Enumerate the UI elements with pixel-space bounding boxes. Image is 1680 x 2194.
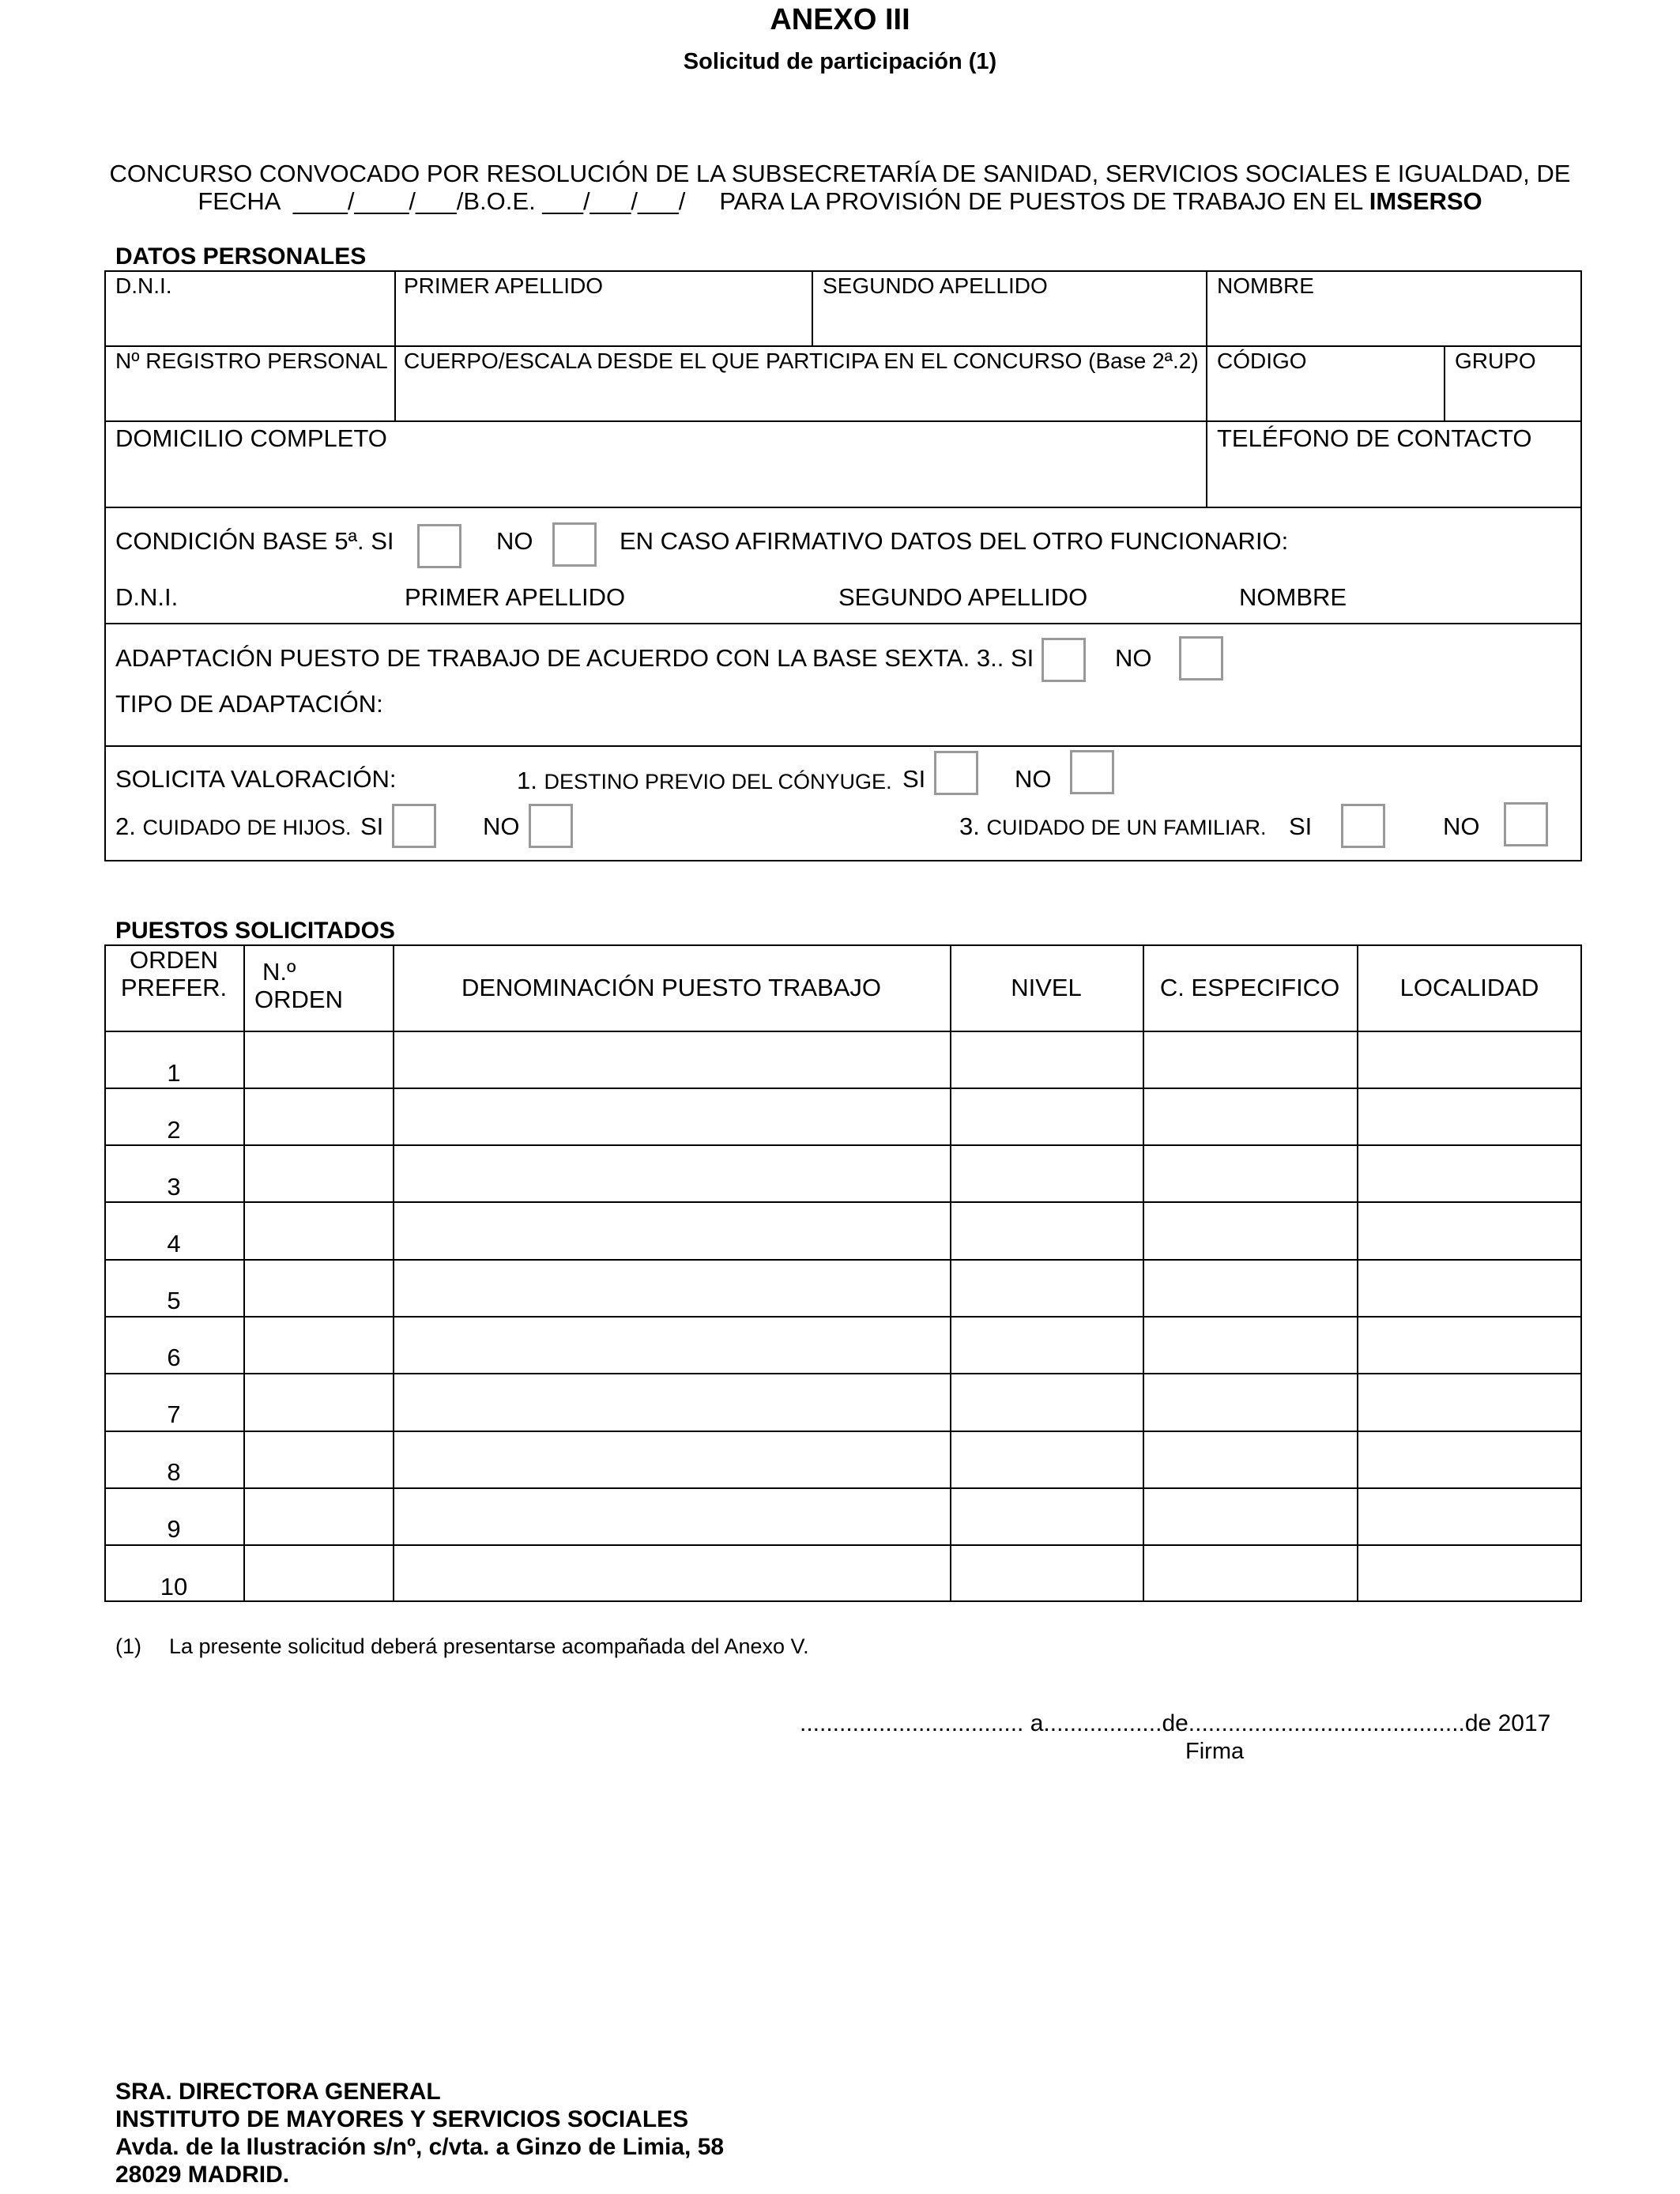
- valoracion-1-si-label: SI: [902, 765, 926, 793]
- valoracion-item-1-text: DESTINO PREVIO DEL CÓNYUGE.: [544, 770, 892, 794]
- field-primer-apellido[interactable]: PRIMER APELLIDO: [404, 273, 604, 298]
- field-telefono[interactable]: TELÉFONO DE CONTACTO: [1217, 424, 1532, 452]
- table-row-number: 2: [167, 1116, 181, 1144]
- valoracion-1-no-label: NO: [1015, 765, 1052, 793]
- condicion-primer-apellido[interactable]: PRIMER APELLIDO: [405, 583, 626, 611]
- table-row-number: 7: [167, 1400, 181, 1428]
- col-localidad: LOCALIDAD: [1399, 974, 1539, 1001]
- adaptacion-label: ADAPTACIÓN PUESTO DE TRABAJO DE ACUERDO CON LA BASE SEXTA. 3.. SI: [115, 644, 1034, 672]
- valoracion-2-si-checkbox[interactable]: [392, 804, 436, 848]
- page-title: ANEXO III: [770, 3, 910, 36]
- valoracion-3-no-checkbox[interactable]: [1504, 802, 1548, 846]
- condicion-otro-label: EN CASO AFIRMATIVO DATOS DEL OTRO FUNCIONARIO:: [620, 527, 1289, 555]
- table-row-number: 8: [167, 1458, 181, 1486]
- field-cuerpo-escala[interactable]: CUERPO/ESCALA DESDE EL QUE PARTICIPA EN EL CONCURSO (Base 2ª.2): [404, 349, 1199, 373]
- valoracion-3-no-label: NO: [1443, 812, 1480, 840]
- adaptacion-si-checkbox[interactable]: [1042, 638, 1086, 682]
- valoracion-item-1-num: 1.: [517, 767, 537, 794]
- valoracion-item-3: [959, 812, 1267, 841]
- valoracion-2-no-label: NO: [483, 812, 520, 840]
- field-dni[interactable]: D.N.I.: [115, 273, 172, 298]
- valoracion-2-no-checkbox[interactable]: [529, 804, 573, 848]
- col-n-orden-line-2: ORDEN: [254, 986, 343, 1013]
- adaptacion-no-checkbox[interactable]: [1179, 636, 1223, 680]
- col-orden-prefer: [104, 946, 243, 1001]
- condicion-dni[interactable]: D.N.I.: [115, 583, 179, 611]
- table-row-number: 9: [167, 1515, 181, 1543]
- field-segundo-apellido[interactable]: SEGUNDO APELLIDO: [823, 273, 1048, 298]
- valoracion-3-si-checkbox[interactable]: [1341, 804, 1385, 848]
- intro-line-1: CONCURSO CONVOCADO POR RESOLUCIÓN DE LA SUBSECRETARÍA DE SANIDAD, SERVICIOS SOCIALES E IGUALDAD, DE: [109, 160, 1571, 187]
- field-domicilio[interactable]: DOMICILIO COMPLETO: [115, 424, 387, 452]
- tipo-adaptacion-label[interactable]: TIPO DE ADAPTACIÓN:: [115, 690, 383, 718]
- valoracion-item-2-text: CUIDADO DE HIJOS.: [142, 816, 352, 839]
- valoracion-item-3-text: CUIDADO DE UN FAMILIAR.: [986, 816, 1267, 839]
- address-line-3: Avda. de la Ilustración s/nº, c/vta. a Ginzo de Limia, 58: [115, 2134, 725, 2160]
- valoracion-3-si-label: SI: [1289, 812, 1313, 840]
- table-row-number: 4: [167, 1230, 181, 1257]
- intro-imserso: IMSERSO: [1369, 187, 1482, 215]
- address-line-2: INSTITUTO DE MAYORES Y SERVICIOS SOCIALES: [115, 2106, 689, 2132]
- puestos-table: [104, 944, 1582, 1602]
- footnote-text: La presente solicitud deberá presentarse acompañada del Anexo V.: [169, 1634, 809, 1658]
- condicion-no-checkbox[interactable]: [552, 522, 597, 567]
- adaptacion-no-label: NO: [1115, 644, 1152, 672]
- field-registro-personal[interactable]: Nº REGISTRO PERSONAL: [115, 349, 388, 373]
- table-row-number: 1: [167, 1059, 181, 1087]
- signature-firma: Firma: [1185, 1739, 1245, 1764]
- section-title-datos-personales: DATOS PERSONALES: [115, 243, 367, 270]
- col-c-especifico: C. ESPECIFICO: [1159, 974, 1340, 1001]
- field-codigo[interactable]: CÓDIGO: [1217, 349, 1307, 373]
- col-orden-prefer-line-2: PREFER.: [120, 974, 228, 1001]
- address-line-1: SRA. DIRECTORA GENERAL: [115, 2079, 441, 2105]
- address-line-4: 28029 MADRID.: [115, 2162, 290, 2188]
- condicion-no-label: NO: [496, 527, 533, 555]
- page-subtitle: Solicitud de participación (1): [683, 49, 997, 74]
- table-row-number: 5: [167, 1287, 181, 1314]
- valoracion-item-1: [517, 767, 892, 795]
- table-row-number: 3: [167, 1173, 181, 1201]
- section-title-puestos: PUESTOS SOLICITADOS: [115, 918, 395, 944]
- valoracion-item-2: [115, 812, 352, 841]
- valoracion-item-2-num: 2.: [115, 812, 136, 840]
- condicion-label: CONDICIÓN BASE 5ª. SI: [115, 527, 394, 555]
- footnote-number: (1): [115, 1634, 141, 1658]
- table-row-number: 10: [160, 1573, 188, 1600]
- col-n-orden: [254, 958, 343, 1013]
- field-nombre[interactable]: NOMBRE: [1217, 273, 1314, 298]
- signature-date-line[interactable]: .................................. a..................de..........................................de 2017: [800, 1710, 1551, 1736]
- col-denominacion: DENOMINACIÓN PUESTO TRABAJO: [461, 974, 882, 1001]
- col-n-orden-line-1: N.º: [262, 958, 296, 986]
- valoracion-1-si-checkbox[interactable]: [934, 751, 978, 795]
- intro-line-2-text: FECHA ____/____/___/B.O.E. ___/___/___/ PARA LA PROVISIÓN DE PUESTOS DE TRABAJO EN EL: [198, 187, 1369, 215]
- condicion-nombre[interactable]: NOMBRE: [1239, 583, 1347, 611]
- table-row-number: 6: [167, 1344, 181, 1371]
- condicion-segundo-apellido[interactable]: SEGUNDO APELLIDO: [838, 583, 1088, 611]
- condicion-si-checkbox[interactable]: [417, 524, 461, 568]
- col-orden-prefer-line-1: ORDEN: [130, 946, 218, 974]
- valoracion-2-si-label: SI: [360, 812, 384, 840]
- valoracion-1-no-checkbox[interactable]: [1070, 750, 1114, 794]
- col-nivel: NIVEL: [1011, 974, 1082, 1001]
- valoracion-label: SOLICITA VALORACIÓN:: [115, 765, 397, 793]
- valoracion-item-3-num: 3.: [959, 812, 980, 840]
- field-grupo[interactable]: GRUPO: [1455, 349, 1536, 373]
- intro-line-2: [0, 187, 1680, 216]
